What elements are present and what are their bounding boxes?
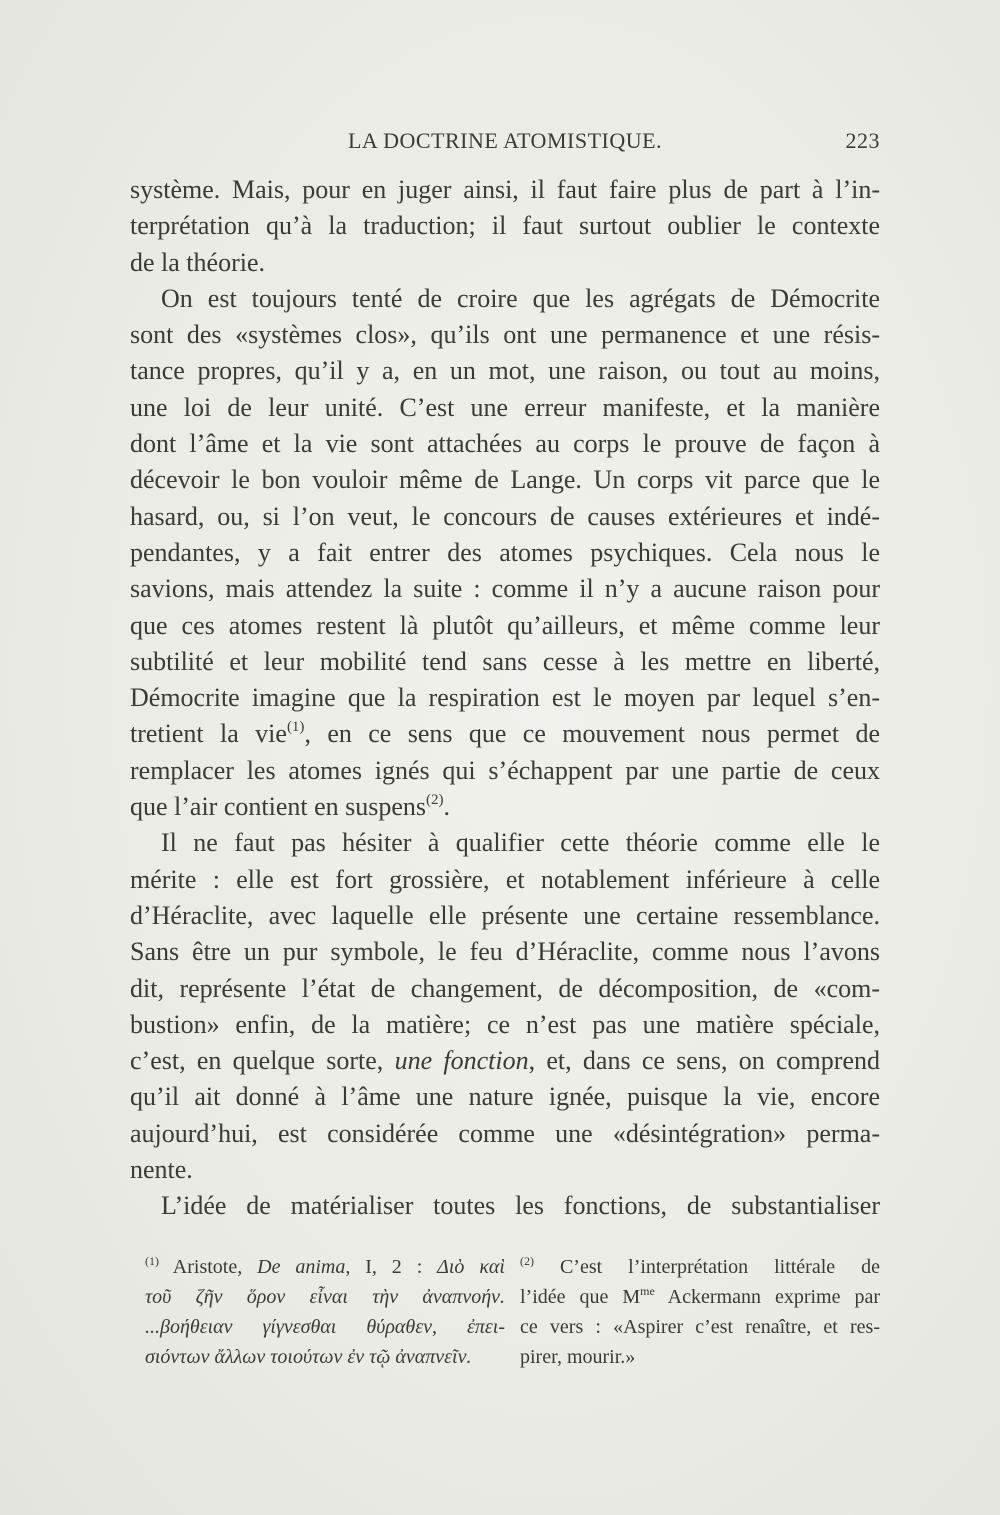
text-line: tance propres, qu’il y a, en un mot, une raison, ou tout au moins, bbox=[130, 356, 880, 386]
text-fragment: , en ce sens que ce mouvement nous permet de bbox=[304, 719, 880, 749]
text-line: hasard, ou, si l’on veut, le concours de causes extérieures et indé- bbox=[130, 501, 880, 531]
text-fragment: c’est, en quelque sorte, bbox=[130, 1046, 395, 1076]
text-line: Il ne faut pas hésiter à qualifier cette théorie comme elle le bbox=[161, 828, 880, 858]
footnote-ref-2[interactable]: (2) bbox=[426, 792, 444, 809]
page-number: 223 bbox=[845, 128, 880, 153]
footnote-line: pirer, mourir.» bbox=[520, 1346, 636, 1368]
text-fragment: , I, 2 : bbox=[345, 1256, 438, 1278]
footnote-mark: (2) bbox=[520, 1254, 534, 1268]
italic-phrase: une fonction bbox=[394, 1046, 529, 1076]
superscript: me bbox=[640, 1284, 655, 1298]
greek-text: Διὸ καὶ bbox=[437, 1256, 505, 1278]
text-line: une loi de leur unité. C’est une erreur manifeste, et la manière bbox=[130, 392, 880, 422]
text-line: de la théorie. bbox=[130, 247, 265, 277]
text-line: système. Mais, pour en juger ainsi, il faut faire plus de part à l’in- bbox=[130, 175, 880, 204]
text-line: pendantes, y a fait entrer des atomes psychiques. Cela nous le bbox=[130, 537, 880, 567]
text-line: dit, représente l’état de changement, de décomposition, de «com- bbox=[130, 973, 880, 1003]
text-line: décevoir le bon vouloir même de Lange. Un corps vit parce que le bbox=[130, 465, 880, 495]
text-line: On est toujours tenté de croire que les agrégats de Démocrite bbox=[161, 283, 880, 313]
footnote-line bbox=[520, 1282, 880, 1312]
footnote-ref-1[interactable]: (1) bbox=[286, 719, 305, 736]
text-line: savions, mais attendez la suite : comme il n’y a aucune raison pour bbox=[130, 574, 880, 604]
text-line: L’idée de matérialiser toutes les fonctions, de substantialiser bbox=[161, 1191, 880, 1221]
text-line: Démocrite imagine que la respiration est le moyen par lequel s’en- bbox=[130, 683, 880, 713]
text-line: terprétation qu’à la traduction; il faut surtout oublier le contexte bbox=[130, 211, 880, 241]
italic-title: De anima bbox=[257, 1256, 346, 1278]
footnote-line: τοῦ ζῆν ὅρον εἶναι τὴν ἀναπνοήν. bbox=[145, 1286, 505, 1308]
running-title: LA DOCTRINE ATOMISTIQUE. bbox=[347, 128, 663, 153]
footnote-mark: (1) bbox=[145, 1254, 159, 1268]
text-line: bustion» enfin, de la matière; ce n’est pas une matière spéciale, bbox=[130, 1009, 880, 1039]
text-fragment: Aristote, bbox=[159, 1256, 258, 1278]
text-line: dont l’âme et la vie sont attachées au corps le prouve de façon à bbox=[130, 429, 880, 459]
body-text bbox=[130, 172, 880, 1225]
text-line: qu’il ait donné à l’âme une nature ignée, puisque la vie, encore bbox=[130, 1082, 880, 1112]
text-fragment: Ackermann exprime par bbox=[654, 1286, 880, 1308]
text-line: mérite : elle est fort grossière, et notablement inférieure à celle bbox=[130, 864, 880, 894]
text-line: que ces atomes restent là plutôt qu’ailleurs, et même comme leur bbox=[130, 610, 880, 640]
text-line-with-note bbox=[130, 716, 880, 752]
footnote-2 bbox=[520, 1252, 880, 1372]
footnote-1 bbox=[145, 1252, 505, 1372]
text-line: aujourd’hui, est considérée comme une «désintégration» perma- bbox=[130, 1118, 880, 1148]
footnote-line bbox=[145, 1252, 505, 1282]
text-line: remplacer les atomes ignés qui s’échappent par une partie de ceux bbox=[130, 755, 880, 785]
running-header bbox=[130, 128, 880, 162]
footnote-line bbox=[520, 1252, 880, 1282]
footnote-line: ce vers : «Aspirer c’est renaître, et res- bbox=[520, 1316, 880, 1338]
footnote-line: ...βοήθειαν γίγνεσθαι θύραθεν, ἐπει- bbox=[145, 1316, 505, 1338]
text-fragment: . bbox=[443, 792, 451, 822]
text-fragment: que l’air contient en suspens bbox=[130, 792, 427, 822]
footnote-line: σιόντων ἄλλων τοιούτων ἐν τῷ ἀναπνεῖν. bbox=[145, 1346, 472, 1368]
text-line-with-note bbox=[130, 789, 880, 825]
text-line-with-italic bbox=[130, 1043, 880, 1079]
text-line: nente. bbox=[130, 1155, 193, 1185]
text-fragment: tretient la vie bbox=[130, 719, 287, 749]
text-line: Sans être un pur symbole, le feu d’Héraclite, comme nous l’avons bbox=[130, 937, 880, 967]
text-line: d’Héraclite, avec laquelle elle présente une certaine ressemblance. bbox=[130, 900, 880, 930]
text-fragment: l’idée que M bbox=[520, 1286, 641, 1308]
text-fragment: C’est l’interprétation littérale de bbox=[534, 1256, 880, 1278]
text-line: sont des «systèmes clos», qu’ils ont une permanence et une résis- bbox=[130, 320, 880, 350]
text-fragment: , et, dans ce sens, on comprend bbox=[528, 1046, 880, 1076]
text-line: subtilité et leur mobilité tend sans cesse à les mettre en liberté, bbox=[130, 646, 880, 676]
